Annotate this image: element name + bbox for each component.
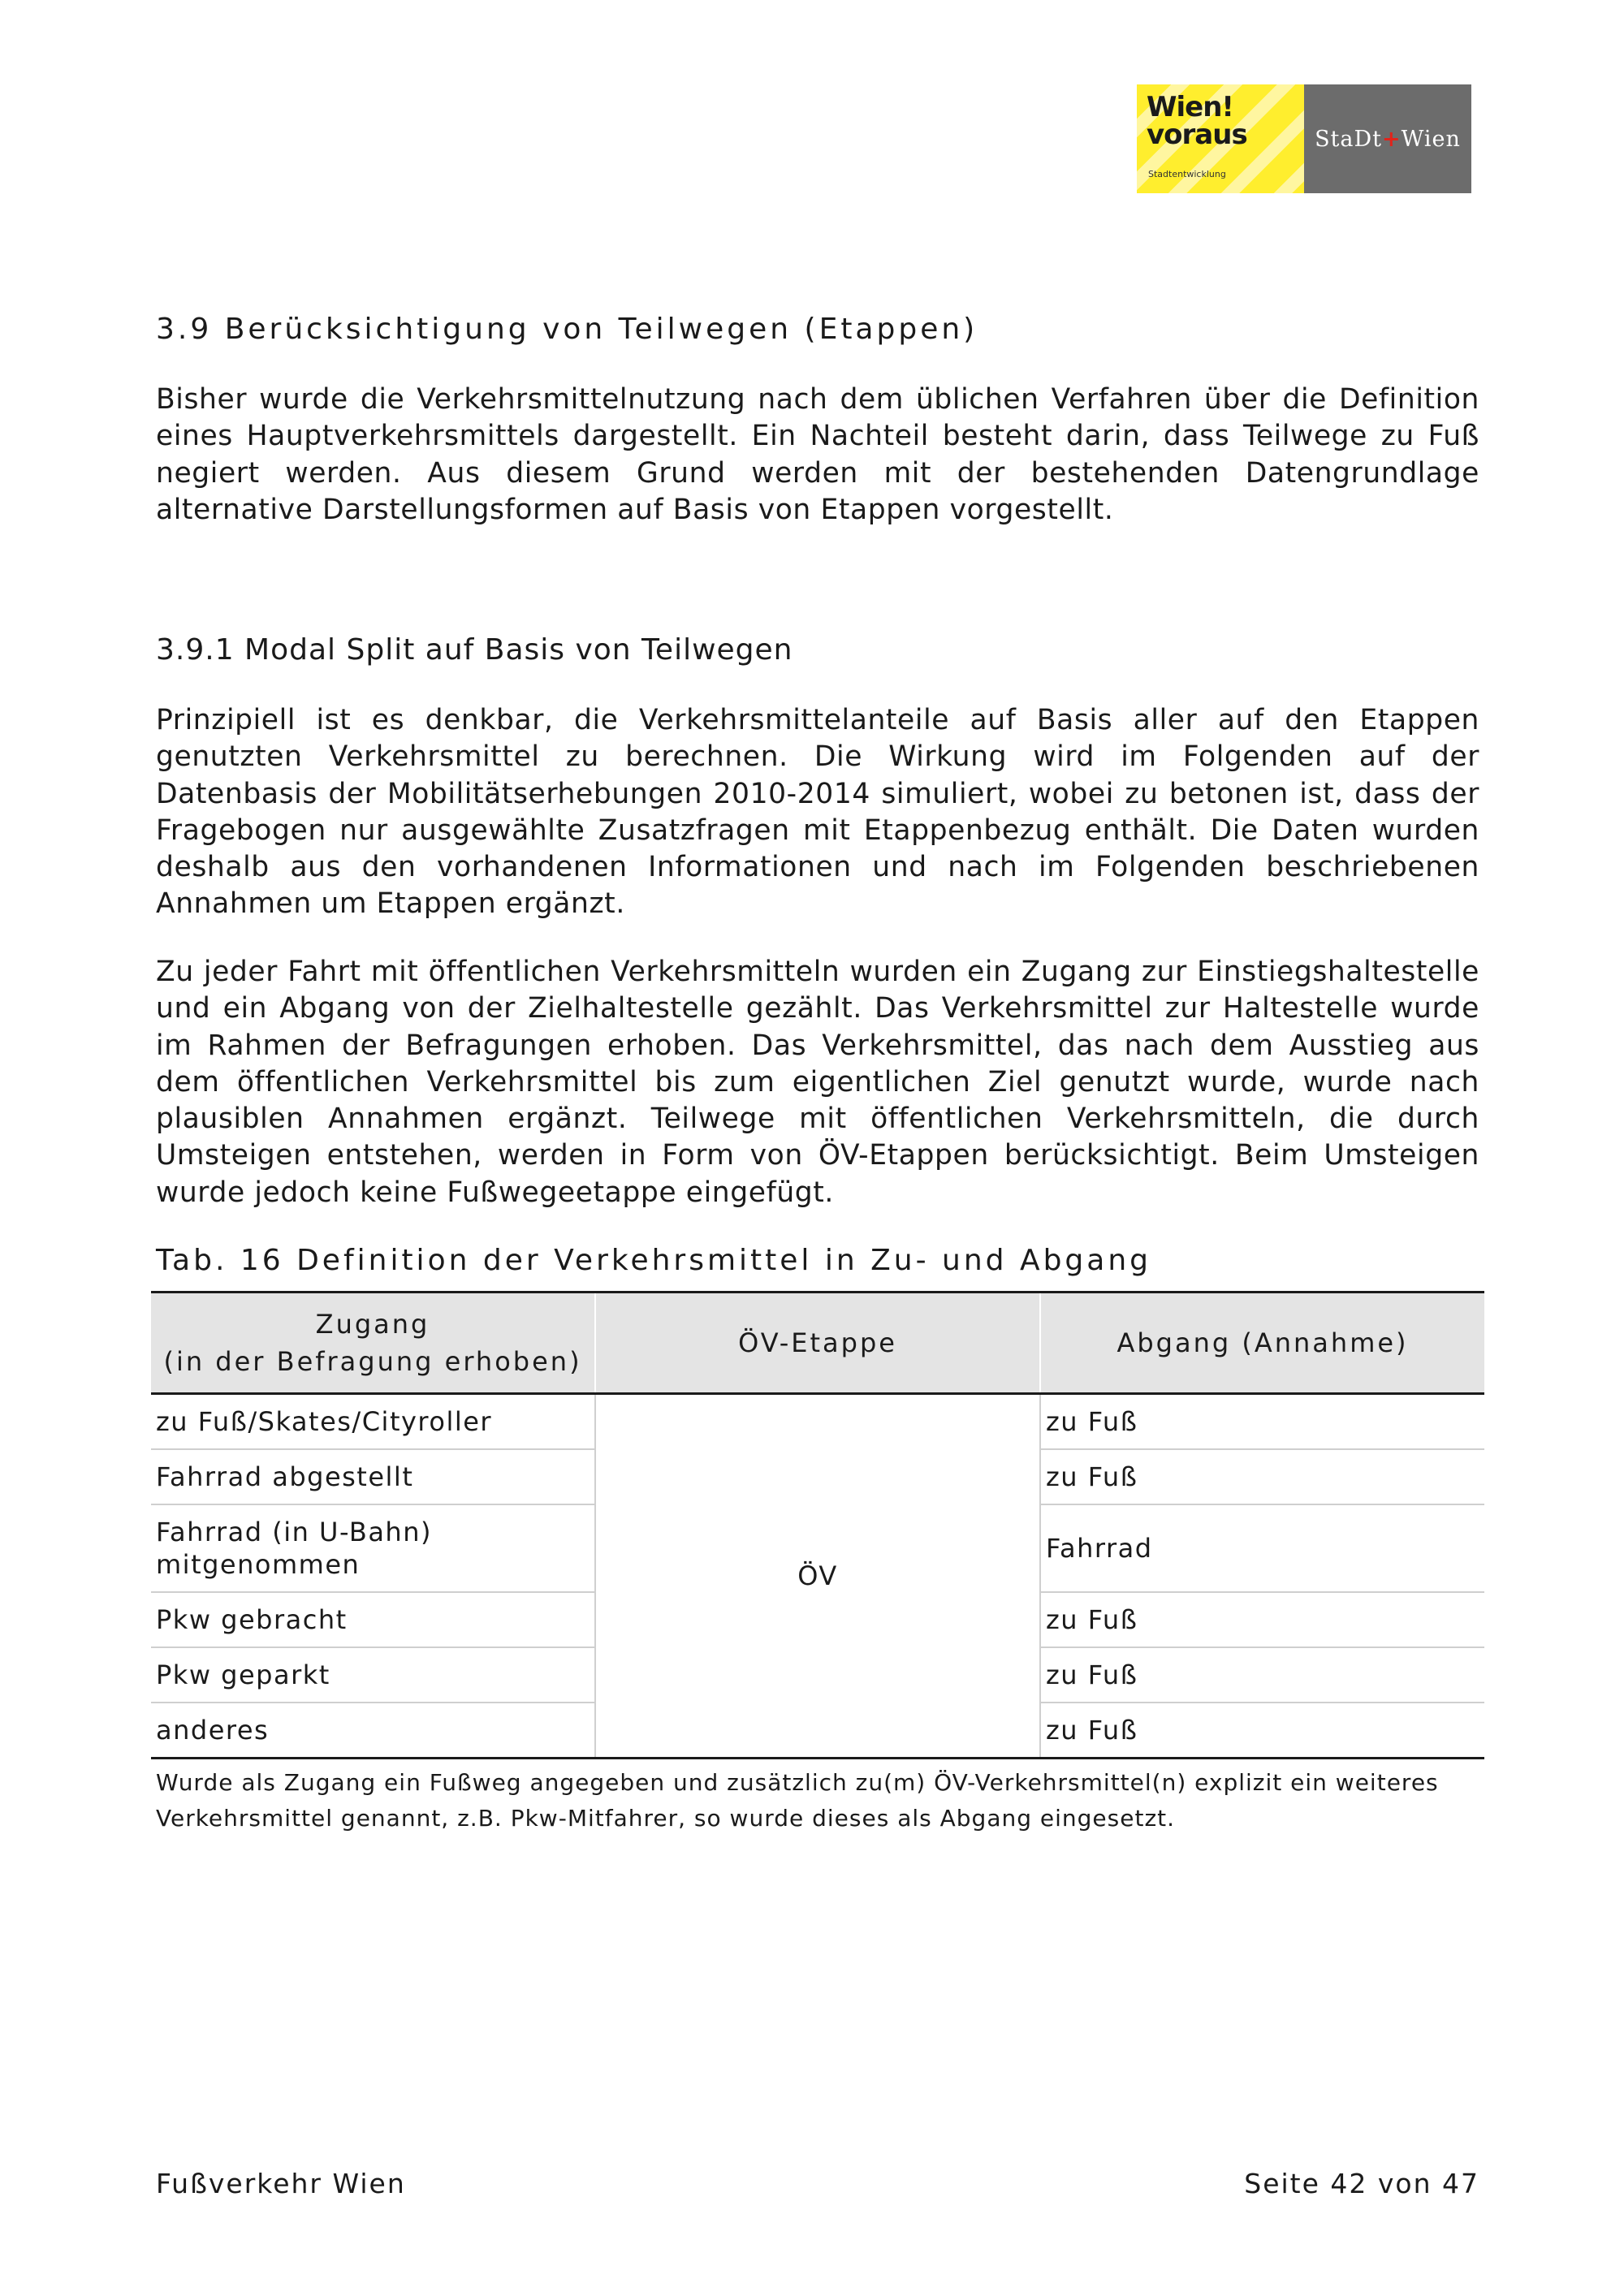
table-header-row [151,1293,1484,1394]
wien-voraus-logo [1137,84,1304,193]
section-paragraph: Bisher wurde die Verkehrsmittelnutzung nach dem üblichen Verfahren über die Definition eines Hauptverkehrsmittels dargestellt. Ein Nachteil besteht darin, dass Teilwege zu Fuß negiert werden. Aus diesem Grund werden mit der bestehenden Datengrundlage alternative Darstellungsformen auf Basis von Etappen vorgestellt. [156,383,1479,526]
header-oev: ÖV-Etappe [595,1293,1040,1394]
stadt-wien-logo [1304,84,1471,193]
logo-text-line1: Wien! [1147,91,1233,123]
zugang-cell: Fahrrad (in U-Bahn) mitgenommen [151,1504,595,1592]
logo-subtext: Stadtentwicklung [1148,169,1226,179]
footer-title: Fußverkehr Wien [156,2168,406,2199]
abgang-cell: zu Fuß [1040,1449,1484,1504]
header-zugang-line1: Zugang [315,1309,430,1340]
stadt-wien-cross-icon: + [1382,126,1402,152]
header-zugang-line2: (in der Befragung erhoben) [163,1346,582,1377]
page-number: Seite 42 von 47 [1244,2168,1479,2199]
header-abgang: Abgang (Annahme) [1040,1293,1484,1394]
subsection-title: 3.9.1 Modal Split auf Basis von Teilwegen [156,633,793,667]
table-note: Wurde als Zugang ein Fußweg angegeben und zusätzlich zu(m) ÖV-Verkehrsmittel(n) explizit ein weiteres Verkehrsmittel genannt, z.B. Pkw-Mitfahrer, so wurde dieses als Abgang eingesetzt. [156,1769,1439,1832]
zugang-cell: zu Fuß/Skates/Cityroller [151,1394,595,1450]
abgang-cell: Fahrrad [1040,1504,1484,1592]
table-caption: Tab. 16 Definition der Verkehrsmittel in Zu- und Abgang [156,1244,1152,1277]
subsection-paragraph-1: Prinzipiell ist es denkbar, die Verkehrsmittelanteile auf Basis aller auf den Etappen genutzten Verkehrsmittel zu berechnen. Die Wirkung wird im Folgenden auf der Datenbasis der Mobilitätserhebungen 2010-2014 simuliert, wobei zu betonen ist, dass der Fragebogen nur ausgewählte Zusatzfragen mit Etappenbezug enthält. Die Daten wurden deshalb aus den vorhandenen Informationen und nach im Folgenden beschriebenen Annahmen um Etappen ergänzt. [156,704,1479,921]
abgang-cell: zu Fuß [1040,1394,1484,1450]
abgang-cell: zu Fuß [1046,1715,1138,1746]
header-zugang [151,1293,595,1394]
table-row [151,1394,1484,1450]
definition-table [151,1291,1484,1759]
stadt-wien-text-post: Wien [1401,126,1461,152]
zugang-cell: Pkw gebracht [151,1592,595,1647]
zugang-cell: anderes [151,1703,595,1759]
section-title: 3.9 Berücksichtigung von Teilwegen (Etappen) [156,313,978,346]
stadt-wien-text-pre: StaDt [1315,126,1383,152]
header-logo [1137,84,1471,193]
subsection-paragraph-2: Zu jeder Fahrt mit öffentlichen Verkehrsmitteln wurden ein Zugang zur Einstiegshaltestelle und ein Abgang von der Zielhaltestelle gezählt. Das Verkehrsmittel zur Haltestelle wurde im Rahmen der Befragungen erhoben. Das Verkehrsmittel, das nach dem Ausstieg aus dem öffentlichen Verkehrsmittel bis zum eigentlichen Ziel genutzt wurde, wurde nach plausiblen Annahmen ergänzt. Teilwege mit öffentlichen Verkehrsmitteln, die durch Umsteigen entstehen, werden in Form von ÖV-Etappen berücksichtigt. Beim Umsteigen wurde jedoch keine Fußwegeetappe eingefügt. [156,956,1479,1209]
abgang-cell: zu Fuß [1040,1592,1484,1647]
logo-text-line2: voraus [1147,119,1247,151]
abgang-cell: zu Fuß [1040,1647,1484,1703]
oev-cell: ÖV [595,1394,1040,1759]
zugang-cell: Fahrrad abgestellt [151,1449,595,1504]
zugang-cell: Pkw geparkt [151,1647,595,1703]
